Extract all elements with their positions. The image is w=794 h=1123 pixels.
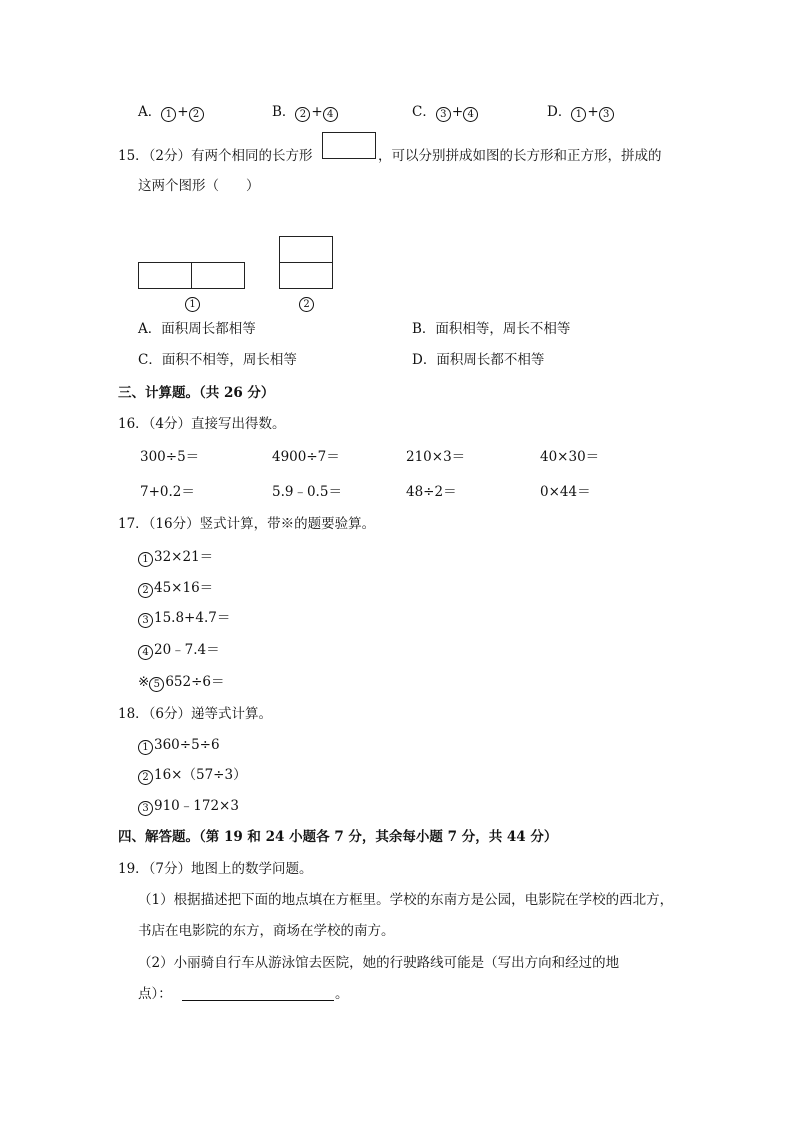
q16-item: 7+0.2＝	[140, 484, 195, 500]
figure-2-label: 2	[299, 296, 315, 312]
q15-option-a[interactable]: A．面积周长都相等	[138, 321, 256, 337]
q19-part1-line2: 书店在电影院的东方，商场在学校的南方。	[138, 923, 395, 939]
q14-option-a[interactable]: A． 1 + 2	[138, 106, 205, 122]
q14-option-b[interactable]: B． 2 + 4	[272, 106, 339, 122]
q15-option-d[interactable]: D．面积周长都不相等	[412, 352, 545, 368]
rectangle-shape-icon	[322, 132, 376, 159]
section-3-heading: 三、计算题。（共 26 分）	[118, 385, 275, 401]
q19-part2-line2-prefix: 点）：	[138, 986, 172, 1002]
q17-item-1: 1 32×21＝	[138, 551, 213, 567]
q19-title: 19．（7分）地图上的数学问题。	[118, 861, 313, 877]
figure-2-top-rect	[279, 236, 333, 263]
q19-part2-line1: （2）小丽骑自行车从游泳馆去医院，她的行驶路线可能是（写出方向和经过的地	[138, 955, 620, 971]
q15-option-b[interactable]: B．面积相等，周长不相等	[412, 321, 571, 337]
figure-1-left-rect	[138, 262, 192, 289]
q18-item-1: 1 360÷5÷6	[138, 739, 220, 755]
q14-option-d[interactable]: D． 1 + 3	[547, 106, 615, 122]
circled-number: 2	[295, 107, 310, 122]
q15-prefix: 15．（2分）有两个相同的长方形	[118, 148, 313, 164]
circled-number: 4	[323, 107, 338, 122]
q18-item-2: 2 16×（57÷3）	[138, 769, 247, 785]
q17-item-5: ※ 5 652÷6＝	[138, 674, 225, 690]
figure-2-bottom-rect	[279, 262, 333, 289]
circled-number: 3	[599, 107, 614, 122]
q16-item: 0×44＝	[540, 484, 591, 500]
q16-item: 5.9﹣0.5＝	[272, 484, 342, 500]
q17-item-2: 2 45×16＝	[138, 582, 213, 598]
q17-title: 17．（16分）竖式计算，带※的题要验算。	[118, 516, 376, 532]
q17-item-3: 3 15.8+4.7＝	[138, 612, 230, 628]
q16-item: 210×3＝	[406, 449, 466, 465]
circled-number: 1	[571, 107, 586, 122]
q19-part1-line1: （1）根据描述把下面的地点填在方框里。学校的东南方是公园，电影院在学校的西北方，	[138, 892, 674, 908]
q15-line2: 这两个图形（ ）	[138, 178, 260, 194]
q18-item-3: 3 910﹣172×3	[138, 800, 239, 816]
circled-number: 2	[189, 107, 204, 122]
circled-number: 1	[161, 107, 176, 122]
q18-title: 18．（6分）递等式计算。	[118, 706, 273, 722]
q15-option-c[interactable]: C．面积不相等，周长相等	[138, 352, 297, 368]
q16-item: 300÷5＝	[140, 449, 200, 465]
q16-item: 40×30＝	[540, 449, 600, 465]
q15-suffix: ，可以分别拼成如图的长方形和正方形，拼成的	[378, 148, 662, 164]
q14-option-c[interactable]: C． 3 + 4	[412, 106, 479, 122]
q16-item: 4900÷7＝	[272, 449, 340, 465]
q17-item-4: 4 20﹣7.4＝	[138, 644, 220, 660]
circled-number: 4	[463, 107, 478, 122]
answer-blank[interactable]	[182, 1000, 334, 1001]
figure-1-label: 1	[185, 296, 201, 312]
figure-1-right-rect	[191, 262, 245, 289]
q16-title: 16．（4分）直接写出得数。	[118, 416, 286, 432]
circled-number: 3	[436, 107, 451, 122]
section-4-heading: 四、解答题。（第 19 和 24 小题各 7 分，其余每小题 7 分，共 44 分）	[118, 829, 558, 845]
q16-item: 48÷2＝	[406, 484, 457, 500]
q19-part2-line2-suffix: 。	[335, 986, 349, 1002]
